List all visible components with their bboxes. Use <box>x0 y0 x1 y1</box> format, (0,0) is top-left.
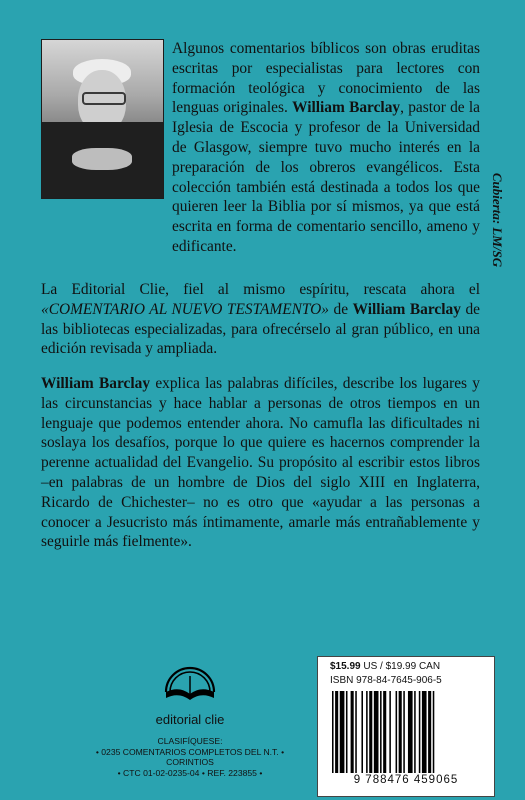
series-title: «COMENTARIO AL NUEVO TESTAMENTO» <box>41 300 329 318</box>
isbn-label: ISBN 978-84-7645-906-5 <box>330 675 442 686</box>
editorial-clie-logo-icon <box>160 662 220 706</box>
author-name: William Barclay <box>292 99 401 117</box>
price-label: $15.99 US / $19.99 CAN <box>330 661 441 672</box>
description-paragraph: William Barclay explica las palabras difíciles, describe los lugares y las circunstancias y hace hablar a personas de otros tiempos en un lenguaje que podemos entender ahora. No camufla las dificultades ni soslaya los desafíos, porque lo que quiere es hacernos comprender la perenne actualidad del Evangelio. Su propósito al escribir estos libros –en palabras de un hombre de Dios del siglo XIII en Inglaterra, Ricardo de Chichester– no es otro que «ayudar a las personas a conocer a Jesucristo más íntimamente, amarle más entrañablemente y seguirle más fielmente». <box>41 375 481 551</box>
classification-block: CLASIFÍQUESE: • 0235 COMENTARIOS COMPLETOS DEL N.T. • CORINTIOS • CTC 01-02-0235-04 • REF. 223855 • <box>95 736 285 778</box>
barcode-digits: 9 788476 459065 <box>353 774 459 786</box>
author-photo <box>41 39 164 199</box>
publisher-name: editorial clie <box>155 712 225 727</box>
barcode-panel <box>317 656 495 797</box>
barcode-icon <box>330 691 482 773</box>
publisher-paragraph: La Editorial Clie, fiel al mismo espíritu, rescata ahora el «COMENTARIO AL NUEVO TESTAMENTO» de William Barclay de las bibliotecas especializadas, para ofrecérselo al gran público, en una edición revisada y ampliada. <box>41 281 481 358</box>
cover-credit: Cubierta: LM/SG <box>490 172 505 268</box>
intro-paragraph: Algunos comentarios bíblicos son obras eruditas escritas por especialistas para lectores con formación teológica y conocimiento de las lenguas originales. William Barclay, pastor de la Iglesia de Escocia y profesor de la Universidad de Glasgow, siempre tuvo mucho interés en la preparación de los obreros evangélicos. Esta colección también está destinada a todos los que quieren leer la Biblia por sí mismos, ya que está escrita en forma de comentario sencillo, ameno y edificante. <box>172 40 480 255</box>
